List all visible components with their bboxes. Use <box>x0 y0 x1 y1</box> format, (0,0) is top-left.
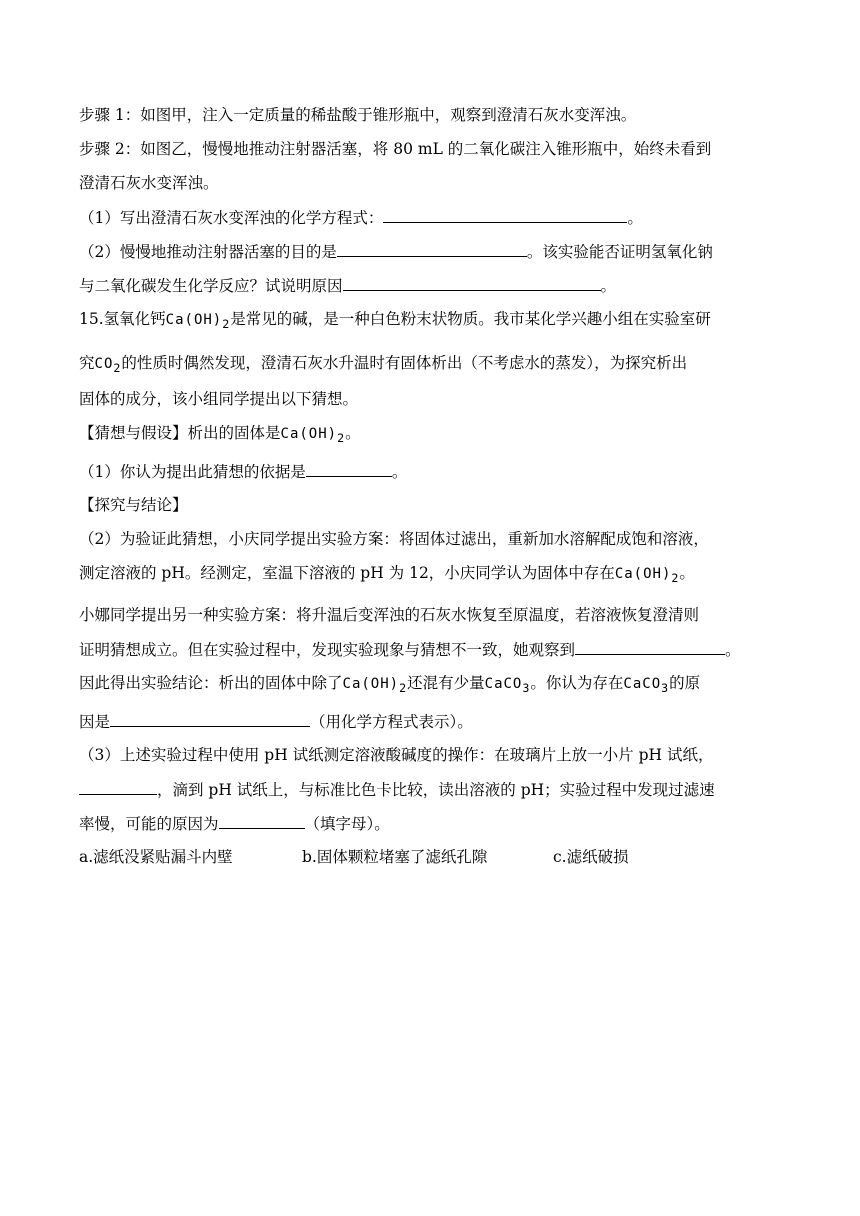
xiaona-plan-line-2 <box>79 639 779 660</box>
option-c[interactable]: c.滤纸破损 <box>553 848 629 866</box>
question-15-1-line <box>79 461 779 482</box>
formula-calcium-hydroxide: $Ca(OH)_2$ <box>165 312 231 331</box>
formula-calcium-hydroxide: $Ca(OH)_2$ <box>280 426 346 445</box>
ph-text: 测定溶液的 pH。经测定，室温下溶液的 pH 为 12，小庆同学认为固体中存在 <box>79 564 615 582</box>
punctuation: 。 <box>391 463 408 481</box>
question-15-1-text: （1）你认为提出此猜想的依据是 <box>79 463 306 481</box>
filter-reason-text: 率慢，可能的原因为 <box>79 815 219 833</box>
question-2-line <box>79 241 779 262</box>
reason-hint: （用化学方程式表示）。 <box>310 713 473 731</box>
punctuation: 。 <box>345 424 361 442</box>
reason-text: 因是 <box>79 713 111 731</box>
intro-text: 是常见的碱，是一种白色粉末状物质。我市某化学兴趣小组在实验室研 <box>230 310 711 328</box>
answer-blank[interactable] <box>79 779 157 795</box>
question-15-intro-line <box>79 309 779 334</box>
question-2-line-cont <box>79 275 779 296</box>
formula-calcium-carbonate: CaCO$_3$ <box>484 676 531 695</box>
question-15-2-line-2 <box>79 563 779 588</box>
question-15-2-line: （2）为验证此猜想，小庆同学提出实验方案：将固体过滤出，重新加水溶解配成饱和溶液， <box>79 530 709 548</box>
question-15-3-line-2 <box>79 779 779 800</box>
hypothesis-line <box>79 423 779 448</box>
answer-blank[interactable] <box>219 813 305 829</box>
hypothesis-heading: 【猜想与假设】析出的固体是 <box>79 424 281 442</box>
step-1-line: 步骤 1：如图甲，注入一定质量的稀盐酸于锥形瓶中，观察到澄清石灰水变浑浊。 <box>79 106 637 124</box>
reason-line <box>79 711 779 732</box>
step-2-line: 步骤 2：如图乙，慢慢地推动注射器活塞，将 80 mL 的二氧化碳注入锥形瓶中，始终未看到 <box>79 140 712 158</box>
step-2-line-cont: 澄清石灰水变浑浊。 <box>79 174 219 192</box>
formula-calcium-hydroxide: $Ca(OH)_2$ <box>614 566 680 585</box>
punctuation: 。 <box>627 209 643 227</box>
conclusion-text-end: 的原 <box>669 674 701 692</box>
formula-calcium-hydroxide: $Ca(OH)_2$ <box>342 676 408 695</box>
exploration-heading: 【探究与结论】 <box>79 496 188 514</box>
question-15-3-line-3 <box>79 813 779 834</box>
fill-letter-hint: （填字母）。 <box>304 815 390 833</box>
question-1-text: （1）写出澄清石灰水变浑浊的化学方程式： <box>79 209 384 227</box>
answer-blank[interactable] <box>343 275 601 291</box>
punctuation: 。 <box>725 641 741 659</box>
formula-carbon-dioxide: $CO_2$ <box>94 356 122 375</box>
answer-blank[interactable] <box>337 241 527 257</box>
answer-blank[interactable] <box>306 461 392 477</box>
question-15-3-line: （3）上述实验过程中使用 pH 试纸测定溶液酸碱度的操作：在玻璃片上放一小片 pH 试纸， <box>79 746 714 764</box>
ph-procedure-text: ，滴到 pH 试纸上，与标准比色卡比较，读出溶液的 pH；实验过程中发现过滤速 <box>157 781 715 799</box>
question-15-number: 15.氢氧化钙 <box>79 310 166 328</box>
answer-blank[interactable] <box>575 639 725 655</box>
option-b[interactable]: b.固体颗粒堵塞了滤纸孔隙 <box>302 848 488 866</box>
answer-blank[interactable] <box>383 207 627 223</box>
option-a[interactable]: a.滤纸没紧贴漏斗内壁 <box>79 848 233 866</box>
question-1-line <box>79 207 779 228</box>
intro-text-cont: 的性质时偶然发现，澄清石灰水升温时有固体析出（不考虑水的蒸发），为探究析出 <box>121 354 688 372</box>
intro-text: 究 <box>79 354 95 372</box>
question-2-reason-text: 与二氧化碳发生化学反应？试说明原因 <box>79 277 343 295</box>
question-2-text: （2）慢慢地推动注射器活塞的目的是 <box>79 243 337 261</box>
question-2-text-cont: 。该实验能否证明氢氧化钠 <box>526 243 713 261</box>
question-15-intro-line-2 <box>79 353 779 378</box>
answer-blank[interactable] <box>110 711 310 727</box>
xiaona-plan-line: 小娜同学提出另一种实验方案：将升温后变浑浊的石灰水恢复至原温度，若溶液恢复澄清则 <box>79 606 700 624</box>
conclusion-line <box>79 673 779 698</box>
conclusion-text-mid: 还混有少量 <box>407 674 485 692</box>
conclusion-text: 因此得出实验结论：析出的固体中除了 <box>79 674 343 692</box>
formula-calcium-carbonate: CaCO$_3$ <box>623 676 670 695</box>
conclusion-text-cont: 。你认为存在 <box>530 674 624 692</box>
punctuation: 。 <box>679 564 695 582</box>
observation-text: 证明猜想成立。但在实验过程中，发现实验现象与猜想不一致，她观察到 <box>79 641 576 659</box>
punctuation: 。 <box>600 277 617 295</box>
question-15-intro-line-3: 固体的成分，该小组同学提出以下猜想。 <box>79 390 359 408</box>
